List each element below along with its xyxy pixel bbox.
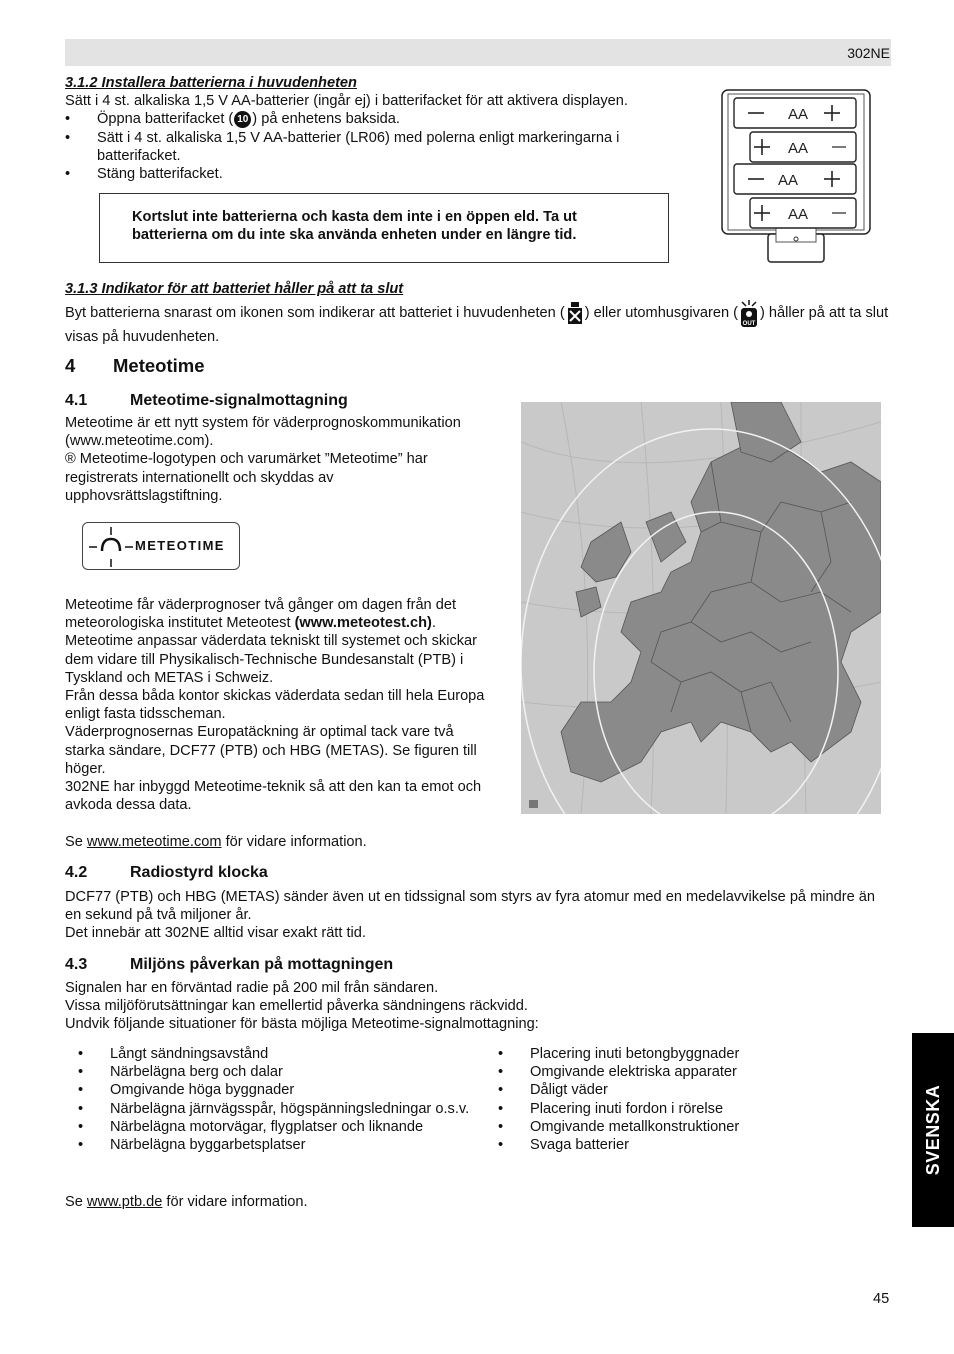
- environment-paragraph-3: Undvik följande situationer för bästa möjliga Meteotime-signalmottagning:: [65, 1016, 539, 1033]
- step1-text-b: ) på enhetens baksida.: [252, 111, 400, 128]
- environment-paragraph-1: Signalen har en förväntad radie på 200 mil från sändaren.: [65, 980, 439, 996]
- ptb-see-more: [65, 1193, 308, 1211]
- section-4-3-heading: [65, 956, 393, 974]
- battery-step-1: [65, 110, 685, 128]
- battery-step-2: • Sätt i 4 st. alkaliska 1,5 V AA-batterier (LR06) med polerna enligt markeringarna i batterifacket.: [65, 129, 672, 165]
- meteotime-paragraph-1: Meteotime är ett nytt system för väderprognoskommunikation (www.meteotime.com).: [65, 415, 461, 450]
- battery-label-4: AA: [788, 206, 809, 223]
- battery-label-2: AA: [788, 140, 809, 157]
- list-item: • Omgivande höga byggnader: [78, 1081, 478, 1099]
- environment-paragraph-2: Vissa miljöförutsättningar kan emellertid påverka sändningens räckvidd.: [65, 998, 528, 1015]
- list-item: • Svaga batterier: [498, 1136, 878, 1154]
- low-battery-text: [65, 298, 891, 346]
- ptb-link[interactable]: www.ptb.de: [86, 1194, 163, 1210]
- meteotime-paragraph-4: Meteotime anpassar väderdata tekniskt till systemet och skickar dem vidare till Physikalisch-Technische Bundesanstalt (PTB) i Tyskland och METAS i Schweiz.: [65, 633, 478, 686]
- list-item: • Långt sändningsavstånd: [78, 1045, 478, 1063]
- meteotime-paragraph-5: Från dessa båda kontor skickas väderdata sedan till hela Europa enligt fasta tidsscheman.: [65, 688, 485, 723]
- list-item: • Närbelägna berg och dalar: [78, 1063, 478, 1081]
- language-label: SVENSKA: [922, 1084, 943, 1176]
- p3-text-a: Meteotime får väderprognoser två gånger om dagen från det meteorologiska institutet Meteotest: [65, 597, 457, 632]
- page-number: 45: [873, 1291, 890, 1307]
- model-number: 302NE: [847, 45, 890, 61]
- radio-clock-paragraph-2: Det innebär att 302NE alltid visar exakt rätt tid.: [65, 925, 366, 942]
- section-4-number: 4: [65, 355, 76, 376]
- section-4-1-number: 4.1: [65, 392, 88, 409]
- battery-step-3: • Stäng batterifacket.: [65, 165, 685, 183]
- list-item: • Närbelägna motorvägar, flygplatser och liknande: [78, 1118, 478, 1136]
- low-battery-text-a: Byt batterierna snarast om ikonen som indikerar att batteriet i huvudenheten (: [65, 305, 565, 322]
- section-4-1-heading: [65, 392, 348, 410]
- see-meteotime-text-a: Se: [65, 834, 87, 850]
- battery-label-1: AA: [788, 106, 809, 123]
- meteotime-paragraph-2: ® Meteotime-logotypen och varumärket ”Meteotime” har registrerats internationellt och skyddas av upphovsrättslagstiftning.: [65, 451, 428, 504]
- list-item: • Placering inuti betongbyggnader: [498, 1045, 878, 1063]
- language-side-tab: [912, 1033, 954, 1227]
- p3-meteotest-url: (www.meteotest.ch): [294, 615, 432, 632]
- meteotime-logo-mark-icon: [87, 525, 135, 567]
- meteotime-logo: [82, 522, 240, 570]
- meteotime-paragraph-7: 302NE har inbyggd Meteotime-teknik så att den kan ta emot och avkoda dessa data.: [65, 779, 482, 814]
- see-ptb-text-a: Se: [65, 1194, 87, 1210]
- section-4-1-title: Meteotime-signalmottagning: [130, 392, 348, 409]
- battery-install-title: 3.1.2 Installera batterierna i huvudenheten: [65, 75, 357, 91]
- list-item: • Närbelägna järnvägsspår, högspänningsledningar o.s.v.: [78, 1100, 470, 1118]
- list-item: • Omgivande metallkonstruktioner: [498, 1118, 878, 1136]
- section-4-title: Meteotime: [113, 355, 205, 376]
- list-item: • Placering inuti fordon i rörelse: [498, 1100, 878, 1118]
- environment-list-left: [78, 1045, 478, 1154]
- meteotime-logo-text: METEOTIME: [135, 538, 225, 553]
- battery-label-3: AA: [778, 172, 799, 189]
- meteotime-paragraph-6: Väderprognosernas Europatäckning är optimal tack vare två starka sändare, DCF77 (PTB) och HBG (METAS). Se figuren till höger.: [65, 724, 477, 777]
- section-4-2-heading: [65, 864, 268, 882]
- outdoor-sensor-battery-icon: [738, 298, 760, 328]
- list-item: • Närbelägna byggarbetsplatser: [78, 1136, 478, 1154]
- header-bar: [65, 39, 891, 66]
- low-battery-section: [65, 280, 891, 346]
- section-4-3-title: Miljöns påverkan på mottagningen: [130, 956, 394, 973]
- list-item: • Dåligt väder: [498, 1081, 878, 1099]
- radio-clock-body: [65, 888, 891, 943]
- see-ptb-text-b: för vidare information.: [162, 1194, 308, 1210]
- main-unit-battery-icon: [565, 301, 585, 325]
- meteotime-intro: [65, 414, 497, 505]
- radio-clock-paragraph-1: DCF77 (PTB) och HBG (METAS) sänder även ut en tidssignal som styrs av fyra atomur med en medelavvikelse på mindre än en sekund på två miljoner år.: [65, 889, 875, 924]
- europe-coverage-map: [521, 402, 881, 814]
- compartment-10-icon: 10: [234, 111, 251, 128]
- low-battery-text-b: ) eller utomhusgivaren (: [584, 305, 739, 322]
- environment-intro: [65, 979, 891, 1034]
- environment-list-right: [498, 1045, 878, 1154]
- europe-map-graphic: [521, 402, 881, 814]
- low-battery-text-c: ) håller på att ta slut visas på huvudenheten.: [65, 305, 889, 346]
- see-meteotime-text-b: för vidare information.: [221, 834, 367, 850]
- section-4-heading: [65, 357, 205, 375]
- section-4-2-title: Radiostyrd klocka: [130, 864, 268, 881]
- meteotime-link[interactable]: www.meteotime.com: [86, 834, 222, 850]
- meteotime-see-more: [65, 833, 367, 851]
- section-4-2-number: 4.2: [65, 864, 88, 881]
- list-item: • Omgivande elektriska apparater: [498, 1063, 878, 1081]
- battery-install-section: [65, 74, 685, 183]
- battery-warning-box: Kortslut inte batterierna och kasta dem inte i en öppen eld. Ta ut batterierna om du inte ska använda enheten under en längre tid.: [99, 193, 669, 263]
- section-4-3-number: 4.3: [65, 956, 88, 973]
- p3-text-c: .: [431, 615, 436, 632]
- step1-text-a: Öppna batterifacket (: [97, 111, 234, 128]
- meteotime-paragraph-3: [65, 596, 497, 632]
- meteotime-body: [65, 596, 497, 814]
- battery-compartment-illustration: [720, 88, 872, 264]
- out-label: OUT: [742, 321, 756, 328]
- battery-install-intro: Sätt i 4 st. alkaliska 1,5 V AA-batterier (ingår ej) i batterifacket för att aktivera displayen.: [65, 93, 628, 110]
- low-battery-title: 3.1.3 Indikator för att batteriet håller på att ta slut: [65, 281, 404, 297]
